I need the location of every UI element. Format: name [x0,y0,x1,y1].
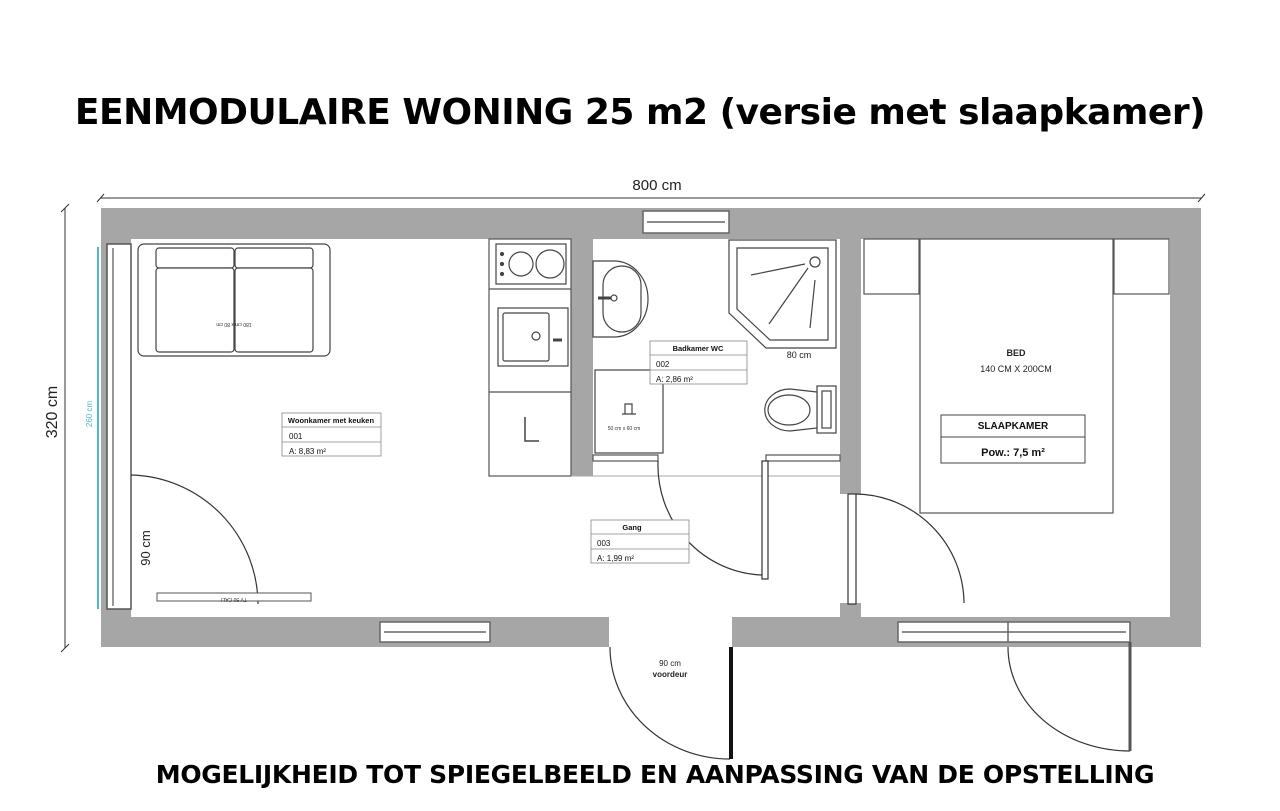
left-door-dimension-label: 90 cm [138,530,153,566]
hall-name: Gang [622,523,642,532]
bathroom-sink [593,261,648,337]
bedroom-area: Pow.: 7,5 m² [981,447,1045,459]
sofa [138,244,330,356]
front-door-dimension-label: 90 cm [659,659,681,668]
bedroom-name: SLAAPKAMER [977,421,1049,432]
bathroom-area: A: 2,86 m² [656,375,693,384]
hall-area: A: 1,99 m² [597,554,634,563]
tv-label: TV 50 CALI [221,596,247,602]
bottom-window-living [380,622,490,642]
bathroom-wall [593,455,840,461]
toilet [765,386,836,433]
width-dimension-line [97,194,1205,202]
living-room-name: Woonkamer met keuken [287,416,375,425]
bottom-window-bedroom [898,622,1130,642]
shower [729,240,836,348]
bed-size-label: 140 CM X 200CM [980,364,1052,374]
glazing-dimension-label: 260 cm [85,400,94,428]
bedroom-exterior-door [1008,642,1130,751]
hall-number: 003 [597,539,611,548]
front-door-label: voordeur [652,670,688,679]
plan-subtitle: MOGELIJKHEID TOT SPIEGELBEELD EN AANPASSING VAN DE OPSTELLING [155,760,1155,789]
living-room-number: 001 [289,432,303,441]
plan-title: EENMODULAIRE WONING 25 m2 (versie met slaapkamer) [74,92,1206,133]
bed-label: BED [1006,348,1026,358]
bathroom-name: Badkamer WC [672,344,724,353]
top-window [643,211,729,233]
height-dimension-label: 320 cm [44,385,61,439]
bathroom-cabinet-label: 50 cm x 60 cm [607,426,641,432]
shower-dimension-label: 80 cm [786,350,812,360]
bed [864,239,1169,513]
living-room-area: A: 8,83 m² [289,447,326,456]
width-dimension-label: 800 cm [632,177,682,194]
bathroom-number: 002 [656,360,670,369]
height-dimension-line [61,204,69,652]
sofa-label: 180 cm x 80 cm [216,321,252,327]
